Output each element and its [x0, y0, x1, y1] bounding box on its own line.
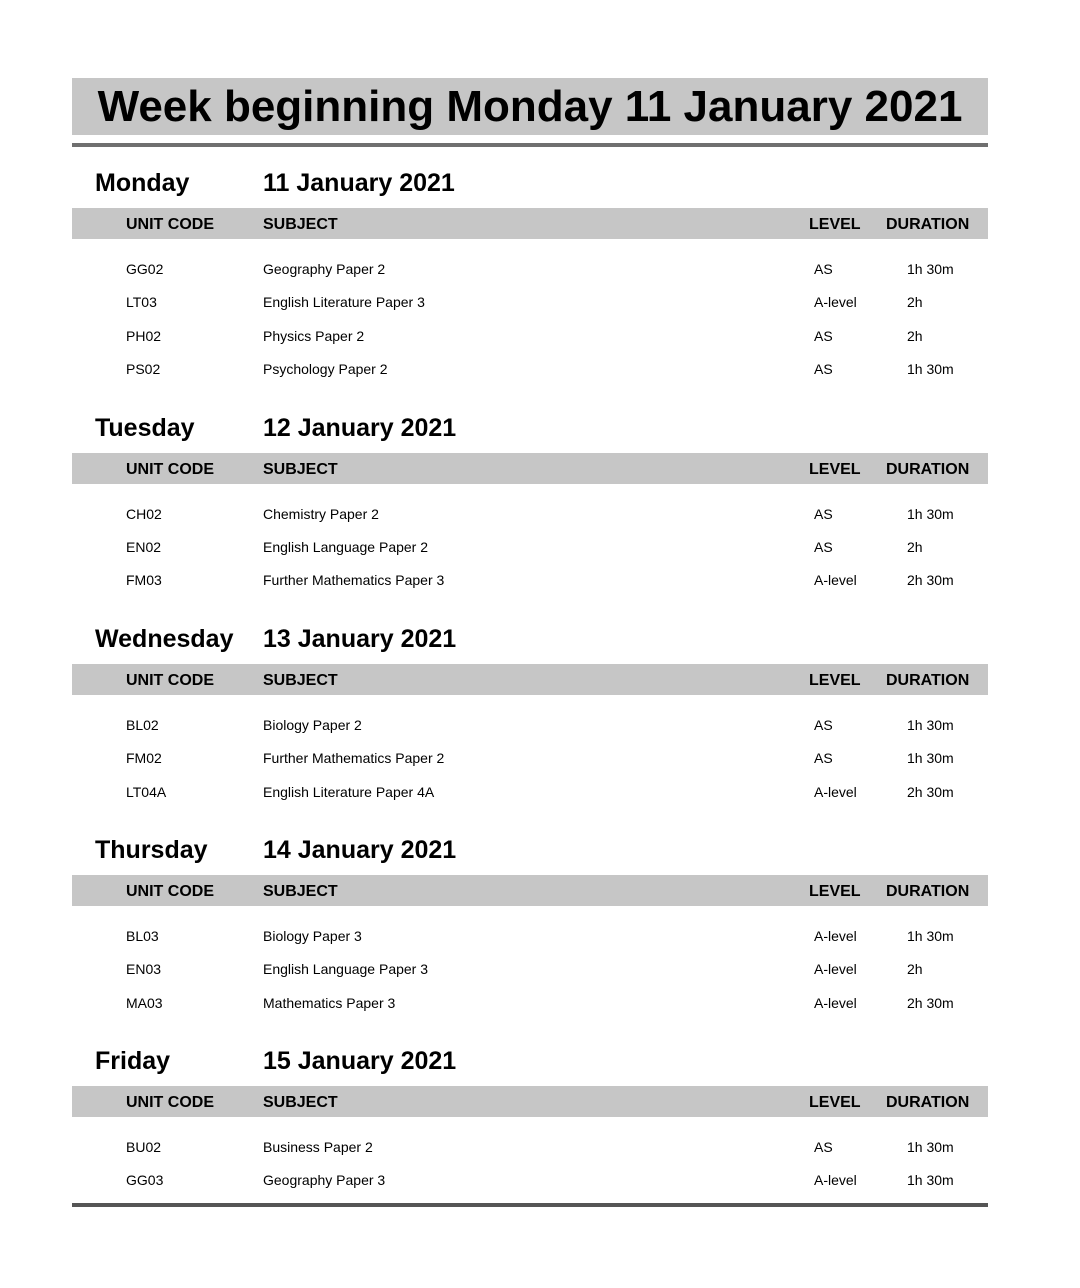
table-row: [72, 285, 988, 318]
column-header-row: [72, 453, 988, 484]
day-date: 14 January 2021: [263, 835, 457, 864]
subject: English Language Paper 2: [263, 538, 429, 555]
column-header-row: [72, 1086, 988, 1117]
duration: 1h 30m: [907, 261, 954, 277]
table-row: [72, 741, 988, 774]
table-row: [72, 708, 988, 741]
unit-code: LT03: [126, 294, 157, 311]
table-row: [72, 530, 988, 563]
duration: 2h 30m: [907, 783, 954, 800]
duration: 2h: [907, 294, 923, 311]
table-row: [72, 1130, 988, 1163]
column-header-row: [72, 208, 988, 239]
unit-code: BL02: [126, 716, 159, 733]
column-header-row: [72, 875, 988, 906]
day-heading: [72, 1025, 988, 1086]
day-section-thursday: [72, 814, 988, 1025]
timetable-page: [72, 78, 988, 1207]
duration: 1h 30m: [907, 1139, 954, 1156]
table-row: [72, 252, 988, 285]
day-section-wednesday: [72, 603, 988, 814]
duration: 2h 30m: [907, 572, 954, 589]
column-header-unit-code: UNIT CODE: [126, 216, 214, 233]
day-name: Friday: [95, 1047, 171, 1076]
exam-rows: [72, 484, 988, 603]
day-name: Monday: [95, 169, 190, 197]
subject: Geography Paper 3: [263, 1172, 386, 1189]
column-header-subject: SUBJECT: [263, 1094, 338, 1112]
duration: 1h 30m: [907, 716, 954, 733]
duration: 2h: [907, 327, 923, 344]
day-section-friday: [72, 1025, 988, 1203]
subject: Business Paper 2: [263, 1139, 373, 1156]
column-header-duration: DURATION: [886, 460, 970, 478]
level: AS: [814, 716, 833, 733]
day-date: 11 January 2021: [263, 169, 455, 197]
column-header-row: [72, 664, 988, 695]
day-date: 15 January 2021: [263, 1047, 457, 1076]
unit-code: PS02: [126, 361, 161, 378]
level: A-level: [814, 783, 857, 800]
unit-code: LT04A: [126, 783, 167, 800]
subject: English Literature Paper 3: [263, 294, 425, 311]
unit-code: GG03: [126, 1172, 164, 1189]
unit-code: CH02: [126, 505, 162, 522]
level: AS: [814, 1139, 833, 1156]
duration: 1h 30m: [907, 1172, 954, 1189]
subject: Further Mathematics Paper 3: [263, 572, 445, 589]
duration: 1h 30m: [907, 505, 954, 522]
table-row: [72, 986, 988, 1019]
day-date: 13 January 2021: [263, 624, 457, 653]
level: AS: [814, 361, 833, 378]
table-row: [72, 319, 988, 352]
subject: Biology Paper 3: [263, 927, 362, 944]
day-date: 12 January 2021: [263, 413, 457, 442]
table-row: [72, 563, 988, 596]
day-name: Thursday: [95, 835, 208, 864]
column-header-unit-code: UNIT CODE: [126, 1094, 214, 1112]
duration: 2h: [907, 961, 923, 978]
column-header-duration: DURATION: [886, 671, 970, 689]
column-header-unit-code: UNIT CODE: [126, 460, 214, 478]
day-sections: [72, 147, 988, 1203]
subject: Geography Paper 2: [263, 261, 386, 277]
level: A-level: [814, 994, 857, 1011]
level: A-level: [814, 927, 857, 944]
unit-code: MA03: [126, 994, 163, 1011]
duration: 1h 30m: [907, 361, 954, 378]
exam-rows: [72, 239, 988, 392]
level: A-level: [814, 961, 857, 978]
unit-code: GG02: [126, 261, 164, 277]
unit-code: BL03: [126, 927, 159, 944]
subject: Chemistry Paper 2: [263, 505, 379, 522]
subject: English Literature Paper 4A: [263, 783, 435, 800]
level: A-level: [814, 294, 857, 311]
subject: Physics Paper 2: [263, 327, 365, 344]
day-section-tuesday: [72, 392, 988, 603]
column-header-duration: DURATION: [886, 882, 970, 900]
day-heading: [72, 603, 988, 664]
unit-code: FM03: [126, 572, 162, 589]
unit-code: EN03: [126, 961, 162, 978]
level: AS: [814, 538, 833, 555]
unit-code: EN02: [126, 538, 162, 555]
table-row: [72, 1163, 988, 1196]
exam-rows: [72, 906, 988, 1025]
duration: 1h 30m: [907, 927, 954, 944]
column-header-unit-code: UNIT CODE: [126, 882, 214, 900]
duration: 2h 30m: [907, 994, 954, 1011]
exam-rows: [72, 1117, 988, 1203]
table-row: [72, 952, 988, 985]
unit-code: BU02: [126, 1139, 162, 1156]
duration: 2h: [907, 538, 923, 555]
day-name: Tuesday: [95, 413, 195, 442]
day-heading: [72, 814, 988, 875]
level: AS: [814, 505, 833, 522]
level: AS: [814, 750, 833, 767]
exam-rows: [72, 695, 988, 814]
title-bar: [72, 78, 988, 135]
column-header-level: LEVEL: [809, 671, 861, 689]
table-row: [72, 497, 988, 530]
subject: Psychology Paper 2: [263, 361, 388, 378]
column-header-subject: SUBJECT: [263, 216, 338, 233]
unit-code: FM02: [126, 750, 162, 767]
column-header-subject: SUBJECT: [263, 460, 338, 478]
column-header-duration: DURATION: [886, 1094, 970, 1112]
day-heading: [72, 147, 988, 208]
column-header-subject: SUBJECT: [263, 882, 338, 900]
level: A-level: [814, 572, 857, 589]
unit-code: PH02: [126, 327, 162, 344]
table-row: [72, 775, 988, 808]
day-section-monday: [72, 147, 988, 392]
column-header-level: LEVEL: [809, 216, 861, 233]
subject: Mathematics Paper 3: [263, 994, 396, 1011]
column-header-subject: SUBJECT: [263, 671, 338, 689]
column-header-duration: DURATION: [886, 216, 970, 233]
level: A-level: [814, 1172, 857, 1189]
subject: Further Mathematics Paper 2: [263, 750, 445, 767]
bottom-divider: [72, 1203, 988, 1207]
level: AS: [814, 327, 833, 344]
table-row: [72, 352, 988, 385]
subject: English Language Paper 3: [263, 961, 429, 978]
duration: 1h 30m: [907, 750, 954, 767]
page-title: Week beginning Monday 11 January 2021: [97, 81, 963, 131]
subject: Biology Paper 2: [263, 716, 362, 733]
column-header-level: LEVEL: [809, 460, 861, 478]
table-row: [72, 919, 988, 952]
column-header-unit-code: UNIT CODE: [126, 671, 214, 689]
day-heading: [72, 392, 988, 453]
column-header-level: LEVEL: [809, 882, 861, 900]
column-header-level: LEVEL: [809, 1094, 861, 1112]
level: AS: [814, 261, 833, 277]
day-name: Wednesday: [95, 624, 234, 653]
